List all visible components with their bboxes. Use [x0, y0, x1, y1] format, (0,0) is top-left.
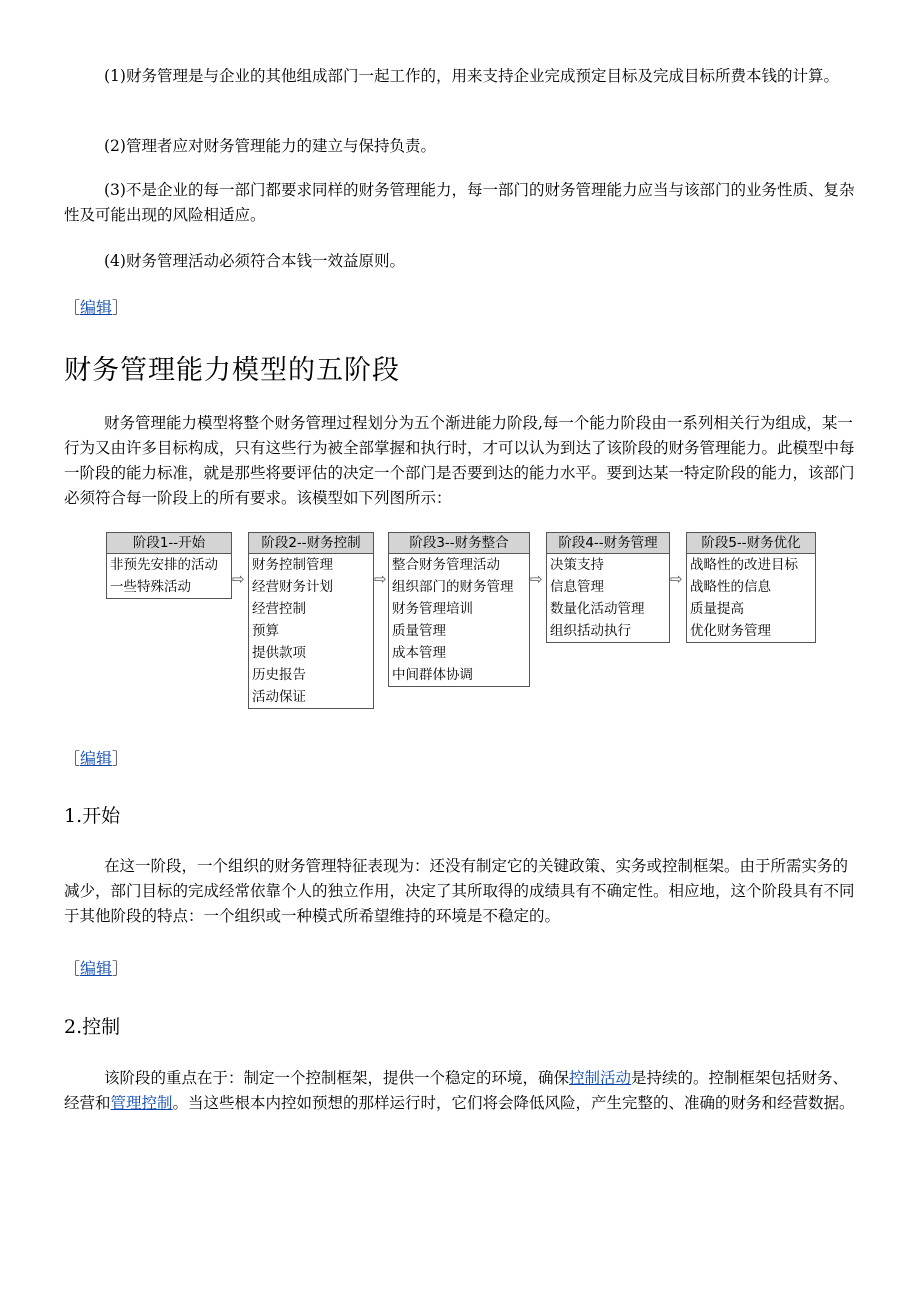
paragraph-3: (3)不是企业的每一部门都要求同样的财务管理能力，每一部门的财务管理能力应当与该部门的业务性质、复杂性及可能出现的风险相适应。: [64, 181, 855, 224]
edit-link-block-3: [64, 956, 128, 979]
stage-title: 阶段3--财务整合: [389, 533, 529, 554]
stage-item: 数量化活动管理: [550, 601, 645, 617]
stage-title: 阶段5--财务优化: [687, 533, 815, 554]
management-control-link[interactable]: 管理控制: [110, 1094, 173, 1112]
section-heading-start: 1.开始: [64, 805, 121, 827]
start-paragraph: 在这一阶段，一个组织的财务管理特征表现为：还没有制定它的关键政策、实务或控制框架。由于所需实务的减少，部门目标的完成经常依靠个人的独立作用，决定了其所取得的成绩具有不确定性。相应地，这个阶段具有不同于其他阶段的特点：一个组织或一种模式所希望维持的环境是不稳定的。: [64, 857, 855, 925]
stage-item: 战略性的改进目标: [690, 557, 798, 573]
stage-item: 质量管理: [392, 623, 446, 639]
stage-item: 财务管理培训: [392, 601, 473, 617]
stage-item: 一些特殊活动: [110, 579, 191, 595]
edit-link-block-2: [64, 746, 128, 769]
edit-bracket-open: ［: [64, 749, 81, 768]
paragraph-4: (4)财务管理活动必须符合本钱一效益原则。: [104, 252, 405, 270]
stage-arrow-icon: ⇨: [374, 570, 387, 588]
stage-item: 质量提高: [690, 601, 744, 617]
stage-box-3: [388, 532, 530, 687]
stage-item: 成本管理: [392, 645, 446, 661]
stage-item: 历史报告: [252, 667, 306, 683]
stage-arrow-icon: ⇨: [530, 570, 543, 588]
stage-box-4: [546, 532, 670, 643]
stage-item: 整合财务管理活动: [392, 557, 500, 573]
stage-box-1: [106, 532, 232, 599]
intro-paragraph: 财务管理能力模型将整个财务管理过程划分为五个渐进能力阶段,每一个能力阶段由一系列相关行为组成，某一行为又由许多目标构成，只有这些行为被全部掌握和执行时，才可以认为到达了该阶段的财务管理能力。此模型中每一阶段的能力标准，就是那些将要评估的决定一个部门是否要到达的能力水平。要到达某一特定阶段的能力，该部门必须符合每一阶段上的所有要求。该模型如下列图所示：: [64, 414, 855, 507]
stage-item: 优化财务管理: [690, 623, 771, 639]
control-paragraph: [64, 1066, 860, 1116]
edit-bracket-close: ］: [112, 959, 129, 978]
section-heading-control: 2.控制: [64, 1016, 121, 1038]
stage-item: 活动保证: [252, 689, 306, 705]
stage-item: 组织括动执行: [550, 623, 631, 639]
paragraph-1: (1)财务管理是与企业的其他组成部门一起工作的，用来支持企业完成预定目标及完成目标所费本钱的计算。: [104, 67, 839, 85]
stage-title: 阶段2--财务控制: [249, 533, 373, 554]
edit-bracket-close: ］: [112, 749, 129, 768]
stage-item: 非预先安排的活动: [110, 557, 218, 573]
edit-link-2[interactable]: 编辑: [80, 749, 113, 768]
stage-box-2: [248, 532, 374, 709]
stage-item: 战略性的信息: [690, 579, 771, 595]
stage-item: 中间群体协调: [392, 667, 473, 683]
section-title: 财务管理能力模型的五阶段: [64, 355, 400, 386]
stage-item: 财务控制管理: [252, 557, 333, 573]
edit-link-3[interactable]: 编辑: [80, 959, 113, 978]
stage-title: 阶段4--财务管理: [547, 533, 669, 554]
stage-item: 组织部门的财务管理: [392, 579, 514, 595]
edit-bracket-open: ［: [64, 959, 81, 978]
stage-item: 信息管理: [550, 579, 604, 595]
stage-item: 预算: [252, 623, 279, 639]
edit-link-block-1: [64, 295, 128, 318]
edit-bracket-open: ［: [64, 298, 81, 317]
paragraph-2: (2)管理者应对财务管理能力的建立与保持负责。: [104, 137, 436, 155]
control-text-a: 该阶段的重点在于：制定一个控制框架，提供一个稳定的环境，确保: [104, 1069, 570, 1087]
stage-title: 阶段1--开始: [107, 533, 231, 554]
edit-bracket-close: ］: [112, 298, 129, 317]
stage-item: 决策支持: [550, 557, 604, 573]
stage-item: 经营财务计划: [252, 579, 333, 595]
control-text-c: 。当这些根本内控如预想的那样运行时，它们将会降低风险，产生完整的、准确的财务和经营数据。: [172, 1094, 855, 1112]
stage-item: 经营控制: [252, 601, 306, 617]
stage-item: 提供款项: [252, 645, 306, 661]
stage-diagram: [106, 532, 818, 716]
control-text-b: 是持续的。控制框架包括财务、经营和: [64, 1069, 849, 1112]
edit-link-1[interactable]: 编辑: [80, 298, 113, 317]
control-activity-link[interactable]: 控制活动: [569, 1069, 632, 1087]
stage-arrow-icon: ⇨: [670, 570, 683, 588]
stage-box-5: [686, 532, 816, 643]
stage-arrow-icon: ⇨: [232, 570, 245, 588]
